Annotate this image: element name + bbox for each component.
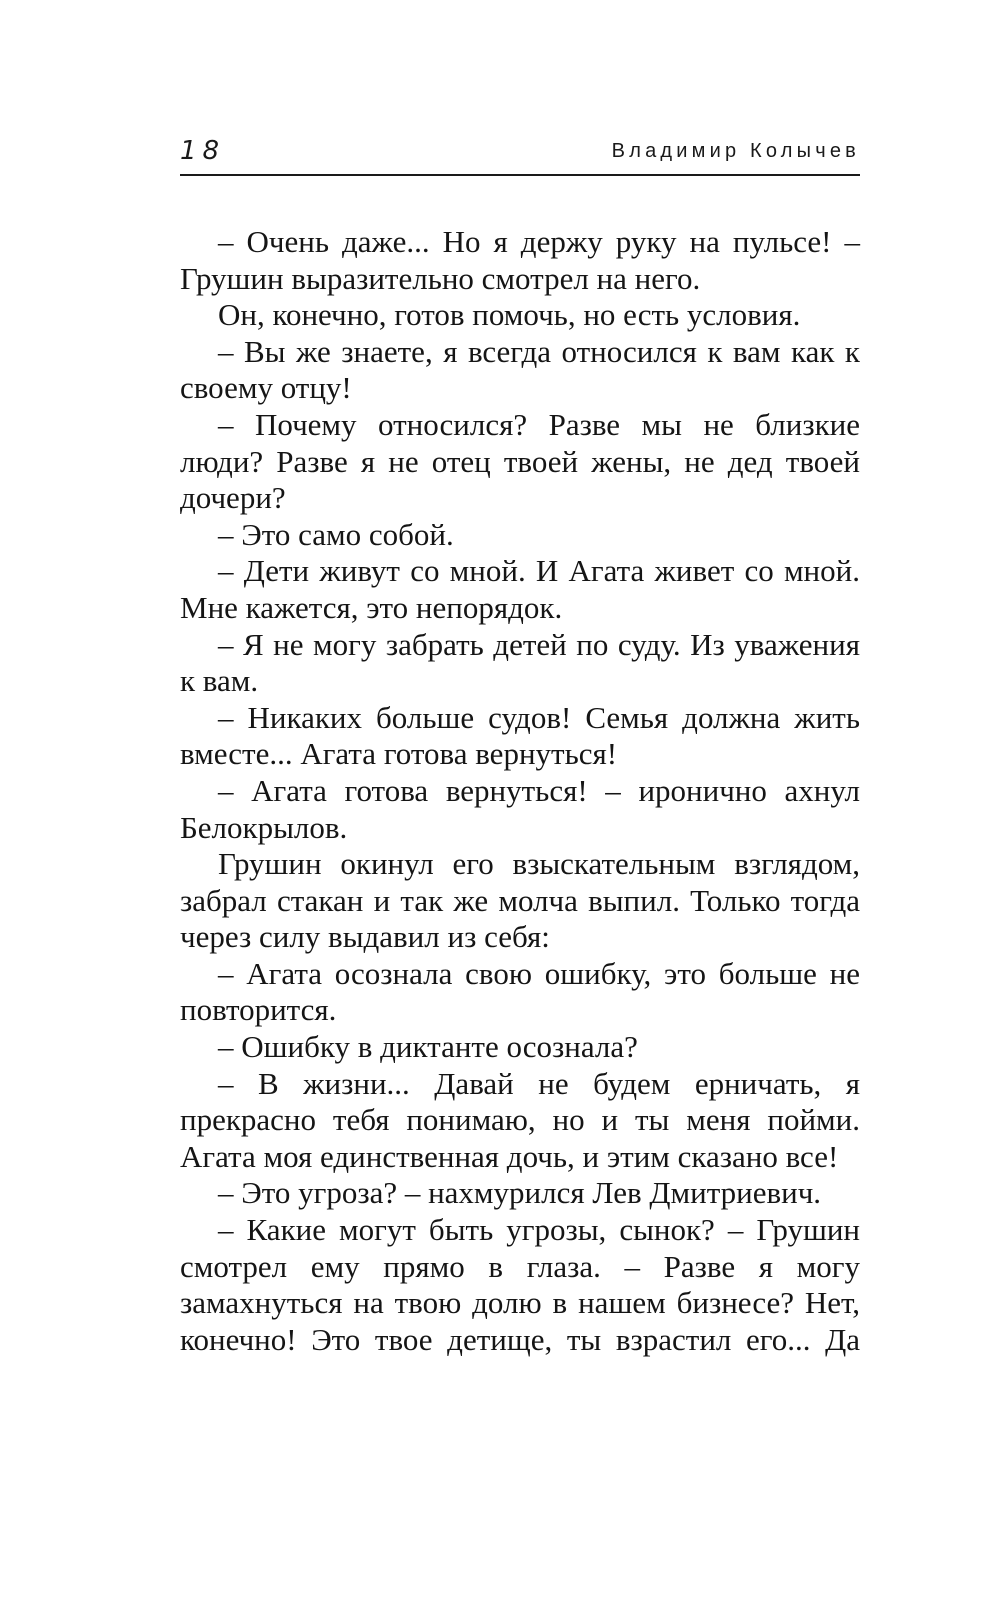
running-head bbox=[180, 132, 860, 176]
paragraph: – Это само собой. bbox=[218, 516, 454, 552]
author-name: Владимир Колычев bbox=[611, 140, 860, 162]
paragraph: – В жизни... Давай не будем ерничать, я прекрасно тебя понимаю, но и ты меня пойми. Агата моя единственная дочь, и этим сказано все! bbox=[180, 1065, 860, 1174]
page-number: 18 bbox=[180, 136, 226, 166]
body-text bbox=[180, 224, 860, 1358]
paragraph: – Это угроза? – нахмурился Лев Дмитриевич. bbox=[218, 1175, 822, 1211]
paragraph: – Агата осознала свою ошибку, это больше не повторится. bbox=[180, 955, 860, 1028]
paragraph: Грушин окинул его взыскательным взглядом, забрал стакан и так же молча выпил. Только тогда через силу выдавил из себя: bbox=[180, 846, 860, 955]
paragraph: – Очень даже... Но я держу руку на пульсе! – Грушин выразительно смотрел на него. bbox=[180, 224, 860, 296]
paragraph: – Я не могу забрать детей по суду. Из уважения к вам. bbox=[180, 626, 860, 699]
paragraph: – Никаких больше судов! Семья должна жить вместе... Агата готова вернуться! bbox=[180, 699, 860, 772]
paragraph: – Ошибку в диктанте осознала? bbox=[218, 1029, 638, 1065]
paragraph: – Дети живут со мной. И Агата живет со мной. Мне кажется, это непорядок. bbox=[180, 553, 860, 625]
paragraph: – Агата готова вернуться! – иронично ахнул Белокрылов. bbox=[180, 772, 860, 845]
paragraph: – Почему относился? Разве мы не близкие люди? Разве я не отец твоей жены, не дед твоей дочери? bbox=[180, 406, 860, 516]
paragraph: – Какие могут быть угрозы, сынок? – Грушин смотрел ему прямо в глаза. – Разве я могу замахнуться на твою долю в нашем бизнесе? Нет, конечно! Это твое детище, ты взрастил его... Да bbox=[180, 1212, 860, 1357]
paragraph: – Вы же знаете, я всегда относился к вам как к своему отцу! bbox=[180, 333, 860, 406]
paragraph: Он, конечно, готов помочь, но есть условия. bbox=[218, 297, 801, 333]
